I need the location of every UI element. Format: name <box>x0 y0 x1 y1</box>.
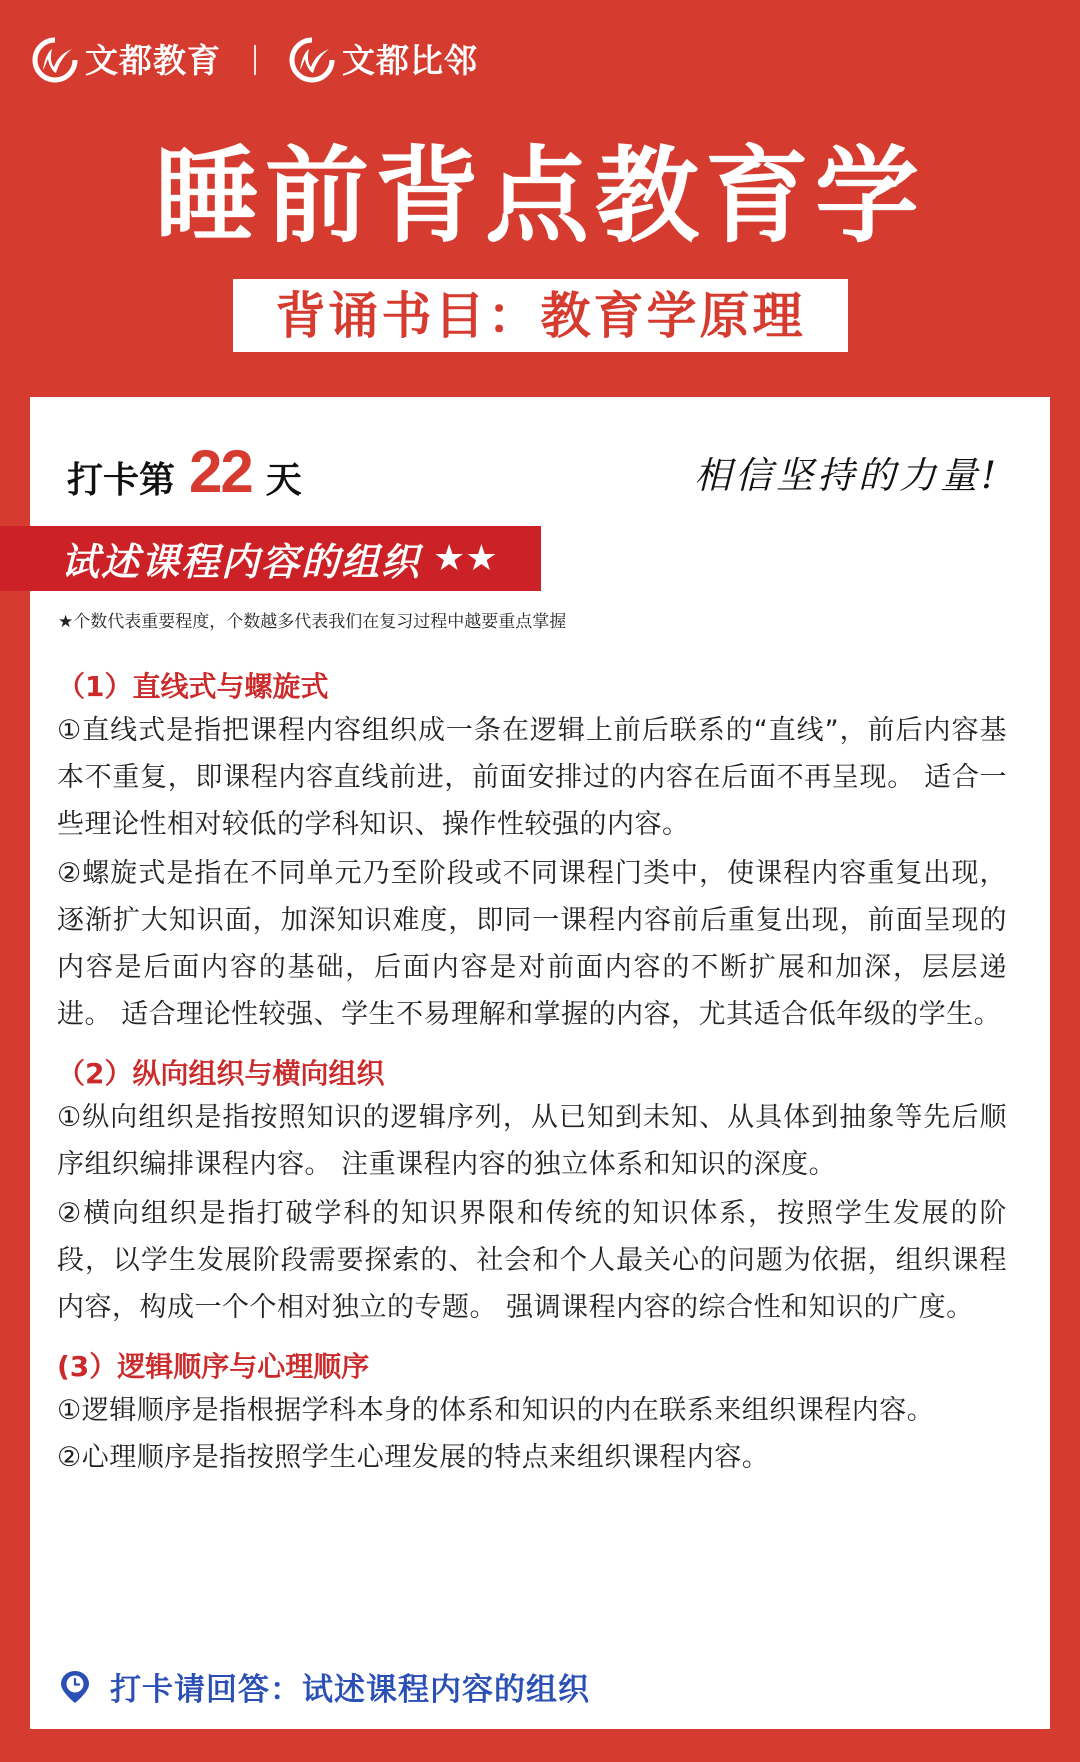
checkin-day <box>67 437 302 506</box>
answer-prompt <box>60 1664 590 1709</box>
section-paragraph: ①逻辑顺序是指根据学科本身的体系和知识的内在联系来组织课程内容。 <box>57 1395 935 1426</box>
checkin-prefix: 打卡第 <box>67 460 176 501</box>
subtitle-box <box>233 279 848 352</box>
subtitle: 背诵书目：教育学原理 <box>275 286 806 345</box>
section-heading: (3）逻辑顺序与心理顺序 <box>57 1350 370 1383</box>
content-body <box>57 667 1007 1481</box>
brand-logos <box>32 36 478 84</box>
motto: 相信坚持的力量! <box>694 454 1000 497</box>
section-paragraph: ②螺旋式是指在不同单元乃至阶段或不同课程门类中，使课程内容重复出现，逐渐扩大知识面，加深知识难度，即同一课程内容前后重复出现，前面呈现的内容是后面内容的基础，后面内容是对前面内容的不断扩展和加深，层层递进。 适合理论性较强、学生不易理解和掌握的内容，尤其适合低年级的学生。 <box>57 858 1007 1030</box>
importance-stars: ★★ <box>433 538 498 579</box>
section-paragraph: ①直线式是指把课程内容组织成一条在逻辑上前后联系的“直线”，前后内容基本不重复，即课程内容直线前进，前面安排过的内容在后面不再呈现。 适合一些理论性相对较低的学科知识、操作性较强的内容。 <box>57 715 1007 840</box>
logo-divider <box>254 45 256 75</box>
wendu-logo-icon <box>32 37 78 83</box>
answer-prompt-text: 打卡请回答：试述课程内容的组织 <box>110 1672 590 1708</box>
section-paragraph: ②心理顺序是指按照学生心理发展的特点来组织课程内容。 <box>57 1442 770 1473</box>
page-title: 睡前背点教育学 <box>154 135 925 257</box>
importance-note: ★个数代表重要程度，个数越多代表我们在复习过程中越要重点掌握 <box>58 612 567 632</box>
brand-logo-wendu-bilin <box>289 37 478 83</box>
section-paragraph: ①纵向组织是指按照知识的逻辑序列，从已知到未知、从具体到抽象等先后顺序组织编排课程内容。 注重课程内容的独立体系和知识的深度。 <box>57 1102 1007 1180</box>
content-card <box>30 397 1050 1729</box>
section-heading: （1）直线式与螺旋式 <box>57 670 329 703</box>
checkin-suffix: 天 <box>265 460 302 501</box>
wendu-logo-icon <box>289 37 335 83</box>
brand-name-1: 文都教育 <box>85 40 221 80</box>
section-paragraph: ②横向组织是指打破学科的知识界限和传统的知识体系，按照学生发展的阶段，以学生发展阶段需要探索的、社会和个人最关心的问题为依据，组织课程内容，构成一个个相对独立的专题。 强调课程内容的综合性和知识的广度。 <box>57 1198 1007 1323</box>
topic-title: 试述课程内容的组织 <box>61 540 422 584</box>
topic-banner <box>0 526 541 591</box>
map-pin-clock-icon <box>60 1670 90 1704</box>
brand-logo-wendu-education <box>32 37 221 83</box>
brand-name-2: 文都比邻 <box>342 40 478 80</box>
checkin-day-number: 22 <box>189 438 252 505</box>
section-heading: （2）纵向组织与横向组织 <box>57 1057 385 1090</box>
